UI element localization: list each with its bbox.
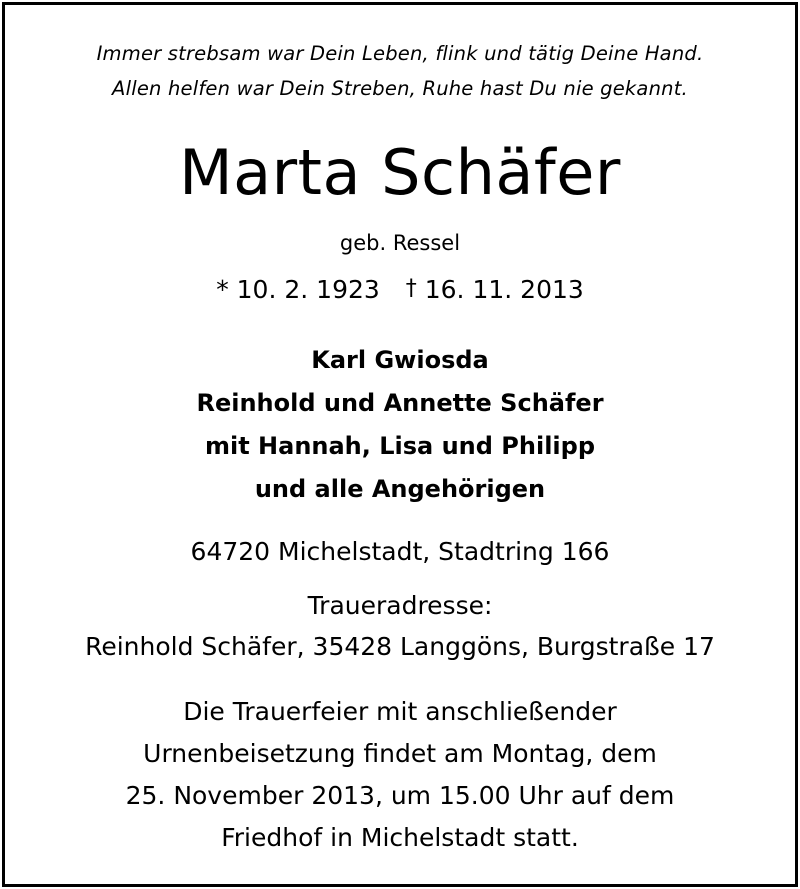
mourning-address-label: Traueradresse:: [307, 591, 493, 620]
mourner-line-4: und alle Angehörigen: [254, 475, 546, 503]
motto-line-1: Immer strebsam war Dein Leben, flink und tätig Deine Hand.: [96, 42, 704, 65]
funeral-notice-line-4: Friedhof in Michelstadt statt.: [221, 823, 579, 852]
funeral-notice-line-3: 25. November 2013, um 15.00 Uhr auf dem: [125, 781, 675, 810]
deceased-name: Marta Schäfer: [179, 136, 621, 209]
maiden-name: geb. Ressel: [339, 231, 461, 255]
mourner-line-2: Reinhold und Annette Schäfer: [196, 389, 604, 417]
motto-line-2: Allen helfen war Dein Streben, Ruhe hast Du nie gekannt.: [112, 77, 688, 100]
mourner-line-1: Karl Gwiosda: [311, 346, 489, 374]
birth-symbol: *: [216, 275, 229, 304]
mourner-line-3: mit Hannah, Lisa und Philipp: [204, 432, 596, 460]
birth-date: 10. 2. 1923: [236, 275, 380, 304]
family-address: 64720 Michelstadt, Stadtring 166: [190, 537, 610, 566]
funeral-notice-line-1: Die Trauerfeier mit anschließender: [183, 697, 617, 726]
death-date: 16. 11. 2013: [424, 275, 584, 304]
life-dates: [0, 275, 800, 304]
funeral-notice-line-2: Urnenbeisetzung findet am Montag, dem: [143, 739, 657, 768]
mourning-address: Reinhold Schäfer, 35428 Langgöns, Burgstraße 17: [85, 632, 715, 661]
death-cross-icon: †: [405, 276, 417, 301]
